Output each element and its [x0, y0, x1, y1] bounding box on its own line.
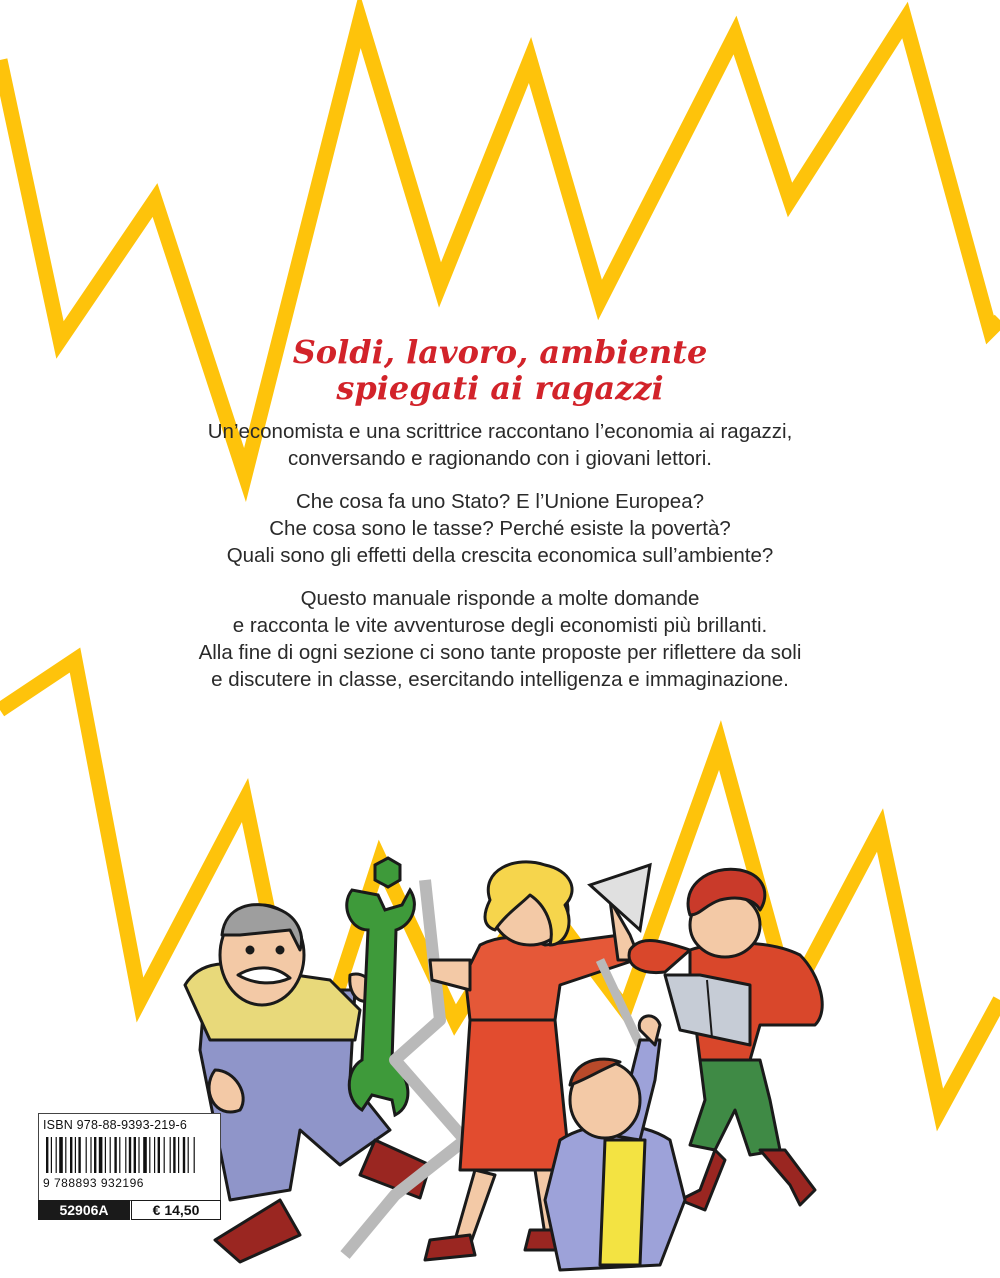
isbn-label: ISBN 978-88-9393-219-6: [43, 1118, 188, 1132]
barcode-digits: 9 788893 932196: [43, 1176, 144, 1190]
blurb-line: Alla fine di ogni sezione ci sono tante proposte per riflettere da soli: [198, 641, 802, 664]
wrench-icon: [347, 890, 415, 1115]
price-label: € 14,50: [131, 1200, 221, 1220]
syringe-icon: [600, 960, 640, 1045]
blurb-line: Quali sono gli effetti della crescita economica sull’ambiente?: [226, 544, 774, 567]
product-code: 52906A: [38, 1200, 130, 1220]
title-line-2: spiegati ai ragazzi: [336, 369, 664, 407]
blurb-line: Che cosa sono le tasse? Perché esiste la povertà?: [269, 517, 731, 540]
blurb-line: Che cosa fa uno Stato? E l’Unione Europea?: [296, 490, 704, 513]
title-line-1: Soldi, lavoro, ambiente: [292, 333, 708, 371]
blurb-line: e discutere in classe, esercitando intelligenza e immaginazione.: [211, 668, 789, 691]
blurb-line: Un’economista e una scrittrice raccontano l’economia ai ragazzi,: [207, 420, 793, 443]
blurb-line: conversando e ragionando con i giovani lettori.: [288, 447, 712, 470]
man-looking-up: [545, 1016, 685, 1270]
barcode-icon: [42, 1137, 216, 1177]
barcode-box: [38, 1113, 221, 1201]
blurb-line: Questo manuale risponde a molte domande: [300, 587, 700, 610]
nut-icon: [375, 858, 400, 887]
blurb-line: e racconta le vite avventurose degli economisti più brillanti.: [232, 614, 768, 637]
